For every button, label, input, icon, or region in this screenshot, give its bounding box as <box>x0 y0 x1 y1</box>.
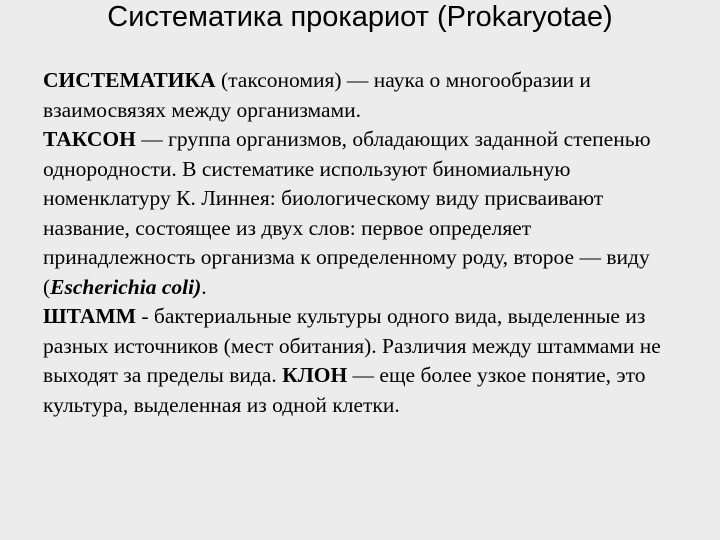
definition-shtamm: - бактериальные культуры одного вида, выделенные из разных источников (мест обитания). Различия между штаммами не выходят за пределы вида. <box>43 304 661 387</box>
slide-title: Систематика прокариот (Prokaryotae) <box>107 1 613 33</box>
example-species-name: Escherichia coli) <box>50 274 202 299</box>
definition-sistematika: (таксономия) — наука о многообразии и взаимосвязях между организмами. <box>43 68 591 122</box>
term-shtamm: ШТАММ <box>43 304 136 328</box>
paragraph-sistematika <box>43 66 688 125</box>
term-sistematika: СИСТЕМАТИКА <box>43 68 216 92</box>
paragraph-shtamm <box>43 302 688 420</box>
definition-takson: — группа организмов, обладающих заданной степенью однородности. В систематике используют биномиальную номенклатуру К. Линнея: биологическому виду присваивают название, состоящее из двух слов: первое определяет принадлежность организма к определенному роду, второе — виду ( <box>43 127 651 299</box>
term-klon: КЛОН <box>282 363 348 387</box>
paragraph-takson <box>43 125 688 302</box>
definition-takson-end: . <box>201 274 207 299</box>
slide-body <box>43 66 688 420</box>
definition-klon: — еще более узкое понятие, это культура, выделенная из одной клетки. <box>43 363 646 417</box>
term-takson: ТАКСОН <box>43 127 136 151</box>
